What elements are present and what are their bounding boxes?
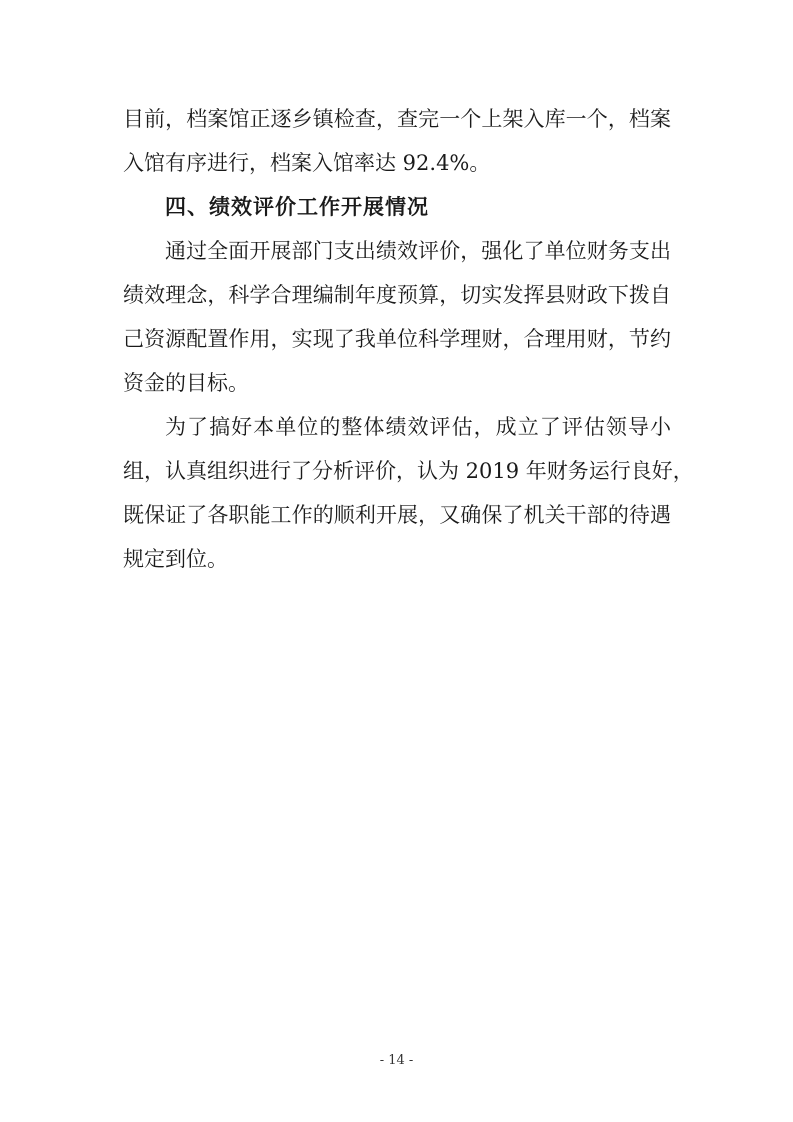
paragraph-line: 通过全面开展部门支出绩效评价，强化了单位财务支出 [165,239,671,263]
paragraph-line: 既保证了各职能工作的顺利开展，又确保了机关干部的待遇 [123,503,671,527]
paragraph-line: 规定到位。 [123,547,228,571]
paragraph-line: 入馆有序进行，档案入馆率达 92.4%。 [123,151,491,175]
paragraph-line: 为了搞好本单位的整体绩效评估，成立了评估领导小 [165,415,671,439]
paragraph-line: 组，认真组织进行了分析评价，认为 2019 年财务运行良好， [123,459,694,483]
paragraph-line: 目前，档案馆正逐乡镇检查，查完一个上架入库一个，档案 [123,107,671,131]
page-number: - 14 - [379,1053,414,1068]
paragraph-line: 己资源配置作用，实现了我单位科学理财，合理用财，节约 [123,327,671,351]
paragraph-line: 资金的目标。 [123,371,249,395]
paragraph-line: 绩效理念，科学合理编制年度预算，切实发挥县财政下拨自 [123,283,671,307]
section-heading: 四、绩效评价工作开展情况 [165,195,429,219]
